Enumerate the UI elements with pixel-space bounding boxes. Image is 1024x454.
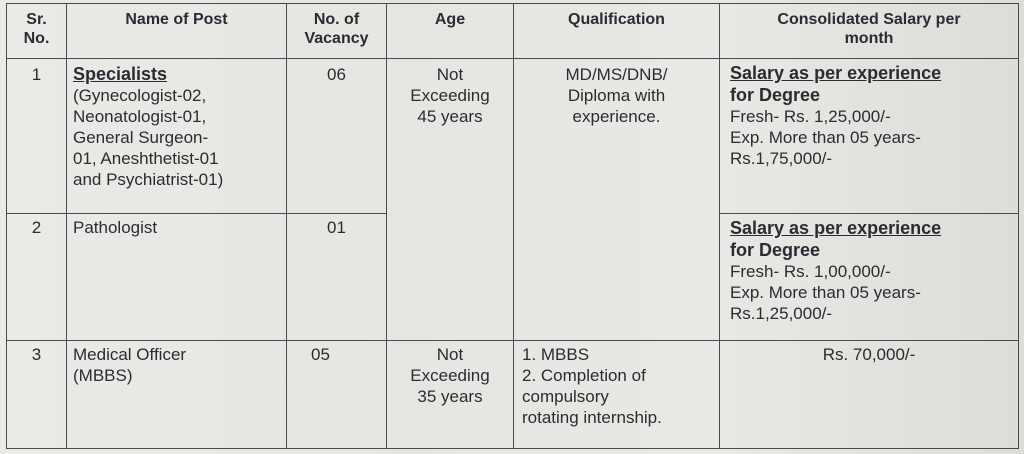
post-title: Medical Officer — [73, 345, 187, 364]
sr-no-cell: 2 — [7, 214, 67, 341]
age-cell — [387, 59, 514, 341]
age-text: Not Exceeding 45 years — [410, 65, 490, 126]
sr-no-cell: 3 — [7, 341, 67, 449]
post-detail: (Gynecologist-02, Neonatologist-01, General Surgeon- 01, Aneshthetist-01 and Psychiatrist-01) — [73, 86, 224, 189]
qualification-cell — [514, 341, 720, 449]
post-cell — [67, 341, 287, 449]
post-cell — [67, 59, 287, 214]
salary-cell: Salary as per experience for Degree Fresh- Rs. 1,00,000/- Exp. More than 05 years- Rs.1,25,000/- — [720, 214, 1019, 341]
vacancy-cell: 06 — [287, 59, 387, 214]
post-cell — [67, 214, 287, 341]
salary-cell: Salary as per experience for Degree Fresh- Rs. 1,25,000/- Exp. More than 05 years- Rs.1,75,000/- — [720, 59, 1019, 214]
table-row — [7, 59, 1019, 214]
qualification-text: 1. MBBS 2. Completion of compulsory rotating internship. — [522, 345, 662, 427]
header-vacancy: No. of Vacancy — [287, 4, 387, 59]
post-title: Pathologist — [73, 218, 158, 237]
header-age: Age — [387, 4, 514, 59]
recruitment-table — [6, 3, 1019, 449]
salary-cell: Rs. 70,000/- — [720, 341, 1019, 449]
qualification-text: MD/MS/DNB/ Diploma with experience. — [565, 65, 668, 126]
age-cell — [387, 341, 514, 449]
header-sr-no: Sr. No. — [7, 4, 67, 59]
sr-no-cell: 1 — [7, 59, 67, 214]
header-name-of-post: Name of Post — [67, 4, 287, 59]
header-qualification: Qualification — [514, 4, 720, 59]
age-text: Not Exceeding 35 years — [410, 345, 490, 406]
header-salary: Consolidated Salary per month — [720, 4, 1019, 59]
table-row — [7, 341, 1019, 449]
post-title: Specialists — [73, 64, 168, 84]
post-detail: (MBBS) — [73, 366, 133, 385]
header-row — [7, 4, 1019, 59]
vacancy-cell: 01 — [287, 214, 387, 341]
qualification-cell — [514, 59, 720, 341]
vacancy-cell: 05 — [287, 341, 387, 449]
